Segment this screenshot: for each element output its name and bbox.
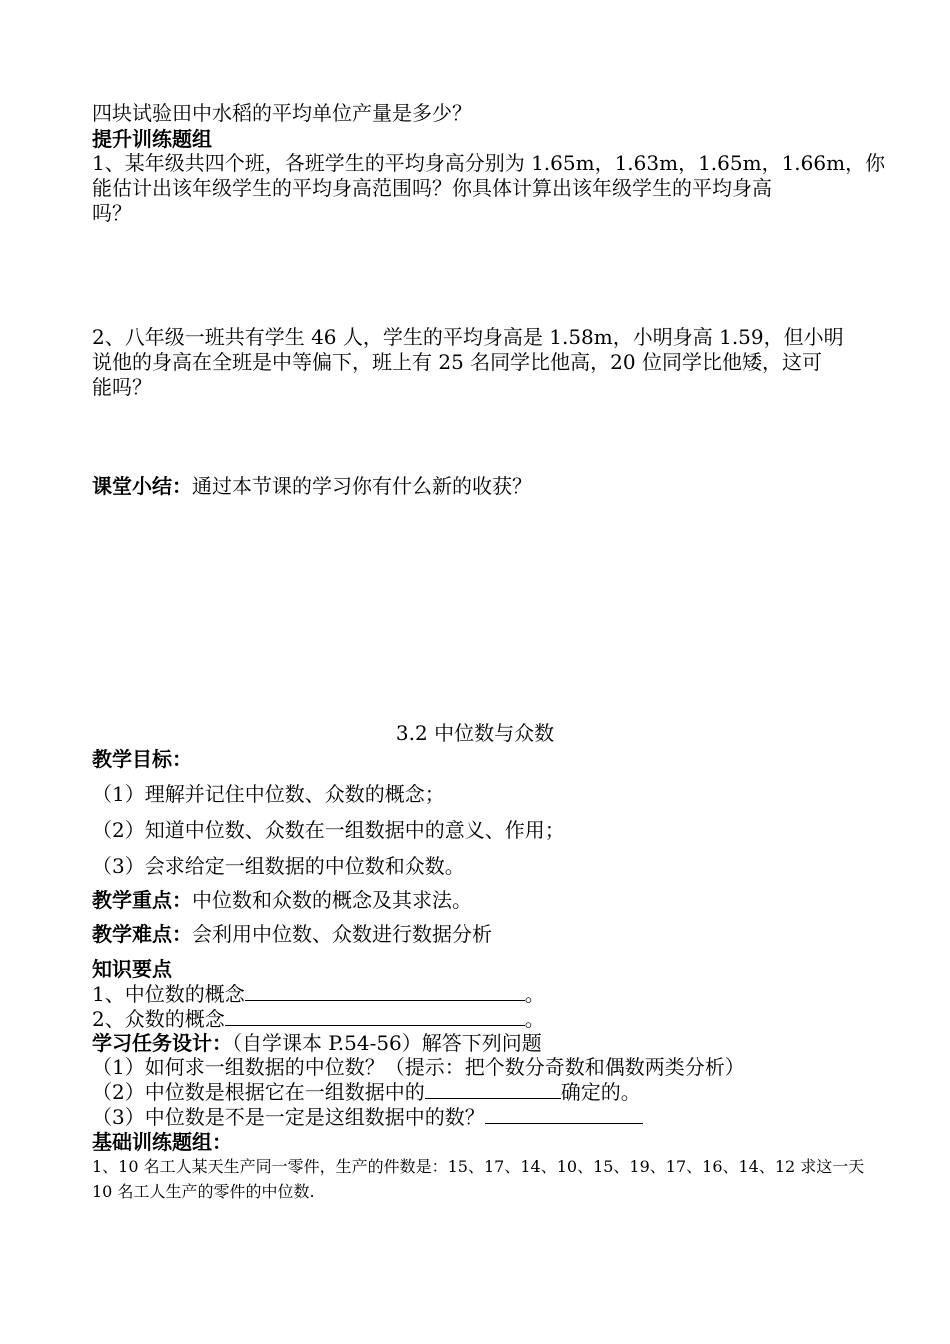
question-1-line-2: 能估计出该年级学生的平均身高范围吗？你具体计算出该年级学生的平均身高 — [92, 176, 772, 200]
question-2-line-3: 能吗？ — [92, 375, 152, 399]
knowledge-point-2 — [92, 1007, 872, 1031]
text-line: 四块试验田中水稻的平均单位产量是多少？ — [92, 101, 472, 125]
goal-3: （3）会求给定一组数据的中位数和众数。 — [92, 854, 465, 878]
goal-1: （1）理解并记住中位数、众数的概念； — [92, 782, 445, 806]
question-2-line-1: 2、八年级一班共有学生 46 人，学生的平均身高是 1.58m，小明身高 1.59，但小明 — [92, 325, 844, 349]
task-3 — [92, 1105, 872, 1129]
summary-label: 课堂小结： — [92, 474, 192, 498]
task-label: 学习任务设计： — [92, 1031, 232, 1055]
key-point — [92, 888, 872, 912]
period: 。 — [524, 982, 545, 1006]
period: 。 — [524, 1007, 545, 1031]
key-text: 中位数和众数的概念及其求法。 — [192, 888, 472, 912]
task-design — [92, 1031, 872, 1055]
task-2-text: （2）中位数是根据它在一组数据中的 — [92, 1080, 425, 1104]
heading-tisheng: 提升训练题组 — [92, 127, 212, 151]
knowledge-point-1 — [92, 982, 872, 1006]
task-2 — [92, 1080, 872, 1104]
difficulty-label: 教学难点： — [92, 922, 192, 946]
knowledge-points-label: 知识要点 — [92, 957, 172, 981]
difficulty-text: 会利用中位数、众数进行数据分析 — [192, 922, 492, 946]
fill-blank[interactable] — [425, 1080, 561, 1099]
question-1-line-3: 吗？ — [92, 201, 132, 225]
question-1-line-1: 1、某年级共四个班，各班学生的平均身高分别为 1.65m，1.63m，1.65m，1.66m，你 — [92, 151, 886, 175]
knowledge-point-1-text: 1、中位数的概念 — [92, 982, 245, 1006]
task-3-text: （3）中位数是不是一定是这组数据中的数？ — [92, 1105, 485, 1129]
task-2-suffix: 确定的。 — [560, 1080, 641, 1104]
goals-label: 教学目标： — [92, 747, 192, 771]
fill-blank[interactable] — [225, 1007, 525, 1026]
basic-question-1-line-2: 10 名工人生产的零件的中位数. — [92, 1182, 315, 1201]
fill-blank[interactable] — [245, 982, 525, 1001]
question-2-line-2: 说他的身高在全班是中等偏下，班上有 25 名同学比他高，20 位同学比他矮，这可 — [92, 350, 822, 374]
fill-blank[interactable] — [485, 1105, 643, 1124]
goal-2: （2）知道中位数、众数在一组数据中的意义、作用； — [92, 818, 565, 842]
basic-training-label: 基础训练题组： — [92, 1130, 232, 1154]
difficulty — [92, 922, 872, 946]
key-label: 教学重点： — [92, 888, 192, 912]
task-1: （1）如何求一组数据的中位数？（提示：把个数分奇数和偶数两类分析） — [92, 1055, 745, 1079]
summary — [92, 474, 872, 498]
knowledge-point-2-text: 2、众数的概念 — [92, 1007, 225, 1031]
section-title: 3.2 中位数与众数 — [395, 721, 555, 745]
task-text: （自学课本 P.54-56）解答下列问题 — [232, 1031, 542, 1055]
basic-question-1-line-1: 1、10 名工人某天生产同一零件，生产的件数是：15、17、14、10、15、19、17、16、14、12 求这一天 — [92, 1157, 865, 1176]
summary-text: 通过本节课的学习你有什么新的收获？ — [192, 474, 532, 498]
